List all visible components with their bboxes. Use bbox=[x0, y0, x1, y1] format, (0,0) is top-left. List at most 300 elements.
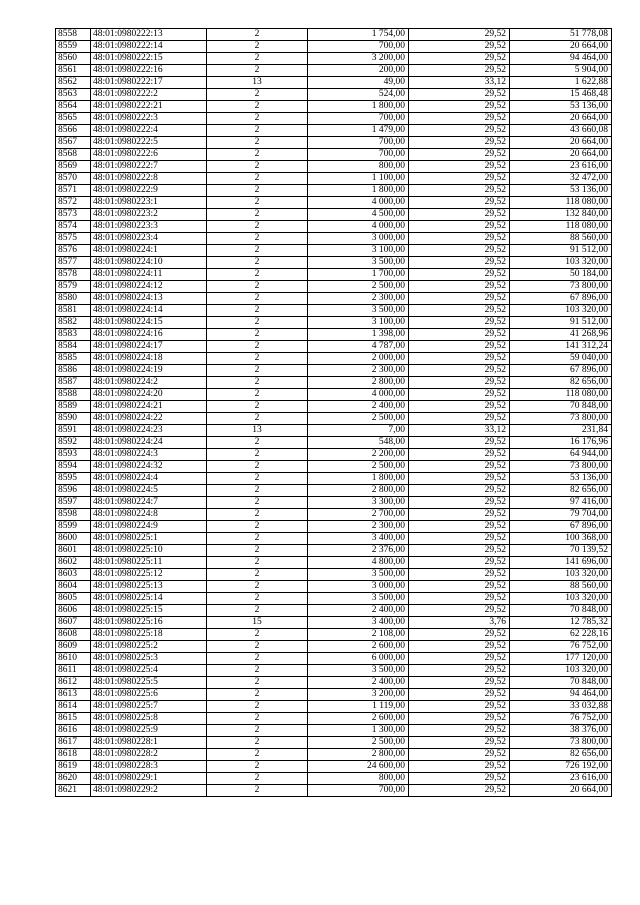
row-number: 8612 bbox=[56, 677, 91, 689]
cadastral-number: 48:01:0980224:21 bbox=[91, 401, 207, 413]
area-value: 700,00 bbox=[308, 137, 409, 149]
table-row bbox=[56, 89, 612, 101]
table-row bbox=[56, 665, 612, 677]
area-value: 524,00 bbox=[308, 89, 409, 101]
cadastral-number: 48:01:0980224:14 bbox=[91, 305, 207, 317]
area-value: 800,00 bbox=[308, 773, 409, 785]
cadastral-number: 48:01:0980222:7 bbox=[91, 161, 207, 173]
total-value: 73 800,00 bbox=[510, 413, 612, 425]
cadastral-number: 48:01:0980225:18 bbox=[91, 629, 207, 641]
category-code: 2 bbox=[207, 209, 308, 221]
area-value: 3 200,00 bbox=[308, 689, 409, 701]
table-row bbox=[56, 221, 612, 233]
table-row bbox=[56, 497, 612, 509]
area-value: 2 400,00 bbox=[308, 401, 409, 413]
cadastral-number: 48:01:0980222:17 bbox=[91, 77, 207, 89]
table-row bbox=[56, 689, 612, 701]
category-code: 2 bbox=[207, 29, 308, 41]
total-value: 67 896,00 bbox=[510, 521, 612, 533]
rate-value: 29,52 bbox=[409, 209, 510, 221]
total-value: 51 778,08 bbox=[510, 29, 612, 41]
total-value: 91 512,00 bbox=[510, 317, 612, 329]
row-number: 8572 bbox=[56, 197, 91, 209]
cadastral-number: 48:01:0980225:9 bbox=[91, 725, 207, 737]
rate-value: 29,52 bbox=[409, 653, 510, 665]
rate-value: 29,52 bbox=[409, 317, 510, 329]
cadastral-number: 48:01:0980222:15 bbox=[91, 53, 207, 65]
row-number: 8577 bbox=[56, 257, 91, 269]
area-value: 800,00 bbox=[308, 161, 409, 173]
rate-value: 29,52 bbox=[409, 509, 510, 521]
category-code: 2 bbox=[207, 581, 308, 593]
area-value: 3 500,00 bbox=[308, 569, 409, 581]
total-value: 91 512,00 bbox=[510, 245, 612, 257]
rate-value: 29,52 bbox=[409, 257, 510, 269]
row-number: 8586 bbox=[56, 365, 91, 377]
row-number: 8575 bbox=[56, 233, 91, 245]
rate-value: 29,52 bbox=[409, 329, 510, 341]
row-number: 8596 bbox=[56, 485, 91, 497]
total-value: 141 696,00 bbox=[510, 557, 612, 569]
area-value: 2 400,00 bbox=[308, 677, 409, 689]
category-code: 2 bbox=[207, 557, 308, 569]
rate-value: 29,52 bbox=[409, 761, 510, 773]
total-value: 53 136,00 bbox=[510, 473, 612, 485]
category-code: 2 bbox=[207, 413, 308, 425]
category-code: 2 bbox=[207, 269, 308, 281]
area-value: 2 500,00 bbox=[308, 737, 409, 749]
category-code: 2 bbox=[207, 41, 308, 53]
row-number: 8566 bbox=[56, 125, 91, 137]
cadastral-number: 48:01:0980222:14 bbox=[91, 41, 207, 53]
area-value: 1 800,00 bbox=[308, 473, 409, 485]
area-value: 2 600,00 bbox=[308, 713, 409, 725]
total-value: 726 192,00 bbox=[510, 761, 612, 773]
rate-value: 29,52 bbox=[409, 221, 510, 233]
area-value: 3 500,00 bbox=[308, 665, 409, 677]
cadastral-number: 48:01:0980224:4 bbox=[91, 473, 207, 485]
total-value: 20 664,00 bbox=[510, 113, 612, 125]
category-code: 2 bbox=[207, 101, 308, 113]
area-value: 4 000,00 bbox=[308, 197, 409, 209]
category-code: 2 bbox=[207, 401, 308, 413]
total-value: 118 080,00 bbox=[510, 389, 612, 401]
cadastral-number: 48:01:0980228:2 bbox=[91, 749, 207, 761]
row-number: 8594 bbox=[56, 461, 91, 473]
category-code: 15 bbox=[207, 617, 308, 629]
table-row bbox=[56, 341, 612, 353]
row-number: 8583 bbox=[56, 329, 91, 341]
category-code: 2 bbox=[207, 773, 308, 785]
row-number: 8597 bbox=[56, 497, 91, 509]
table-row bbox=[56, 785, 612, 797]
category-code: 2 bbox=[207, 245, 308, 257]
row-number: 8581 bbox=[56, 305, 91, 317]
table-row bbox=[56, 773, 612, 785]
rate-value: 29,52 bbox=[409, 545, 510, 557]
row-number: 8571 bbox=[56, 185, 91, 197]
cadastral-number: 48:01:0980229:2 bbox=[91, 785, 207, 797]
table-row bbox=[56, 353, 612, 365]
cadastral-number: 48:01:0980224:32 bbox=[91, 461, 207, 473]
cadastral-number: 48:01:0980224:7 bbox=[91, 497, 207, 509]
row-number: 8564 bbox=[56, 101, 91, 113]
category-code: 2 bbox=[207, 485, 308, 497]
rate-value: 29,52 bbox=[409, 521, 510, 533]
total-value: 70 848,00 bbox=[510, 401, 612, 413]
total-value: 103 320,00 bbox=[510, 665, 612, 677]
category-code: 2 bbox=[207, 173, 308, 185]
row-number: 8565 bbox=[56, 113, 91, 125]
area-value: 4 787,00 bbox=[308, 341, 409, 353]
category-code: 2 bbox=[207, 497, 308, 509]
table-row bbox=[56, 641, 612, 653]
area-value: 4 000,00 bbox=[308, 221, 409, 233]
table-row bbox=[56, 113, 612, 125]
row-number: 8611 bbox=[56, 665, 91, 677]
row-number: 8615 bbox=[56, 713, 91, 725]
category-code: 2 bbox=[207, 281, 308, 293]
cadastral-number: 48:01:0980224:15 bbox=[91, 317, 207, 329]
row-number: 8569 bbox=[56, 161, 91, 173]
area-value: 2 108,00 bbox=[308, 629, 409, 641]
rate-value: 29,52 bbox=[409, 269, 510, 281]
table-row bbox=[56, 545, 612, 557]
rate-value: 29,52 bbox=[409, 473, 510, 485]
table-row bbox=[56, 761, 612, 773]
area-value: 2 500,00 bbox=[308, 413, 409, 425]
category-code: 2 bbox=[207, 677, 308, 689]
row-number: 8570 bbox=[56, 173, 91, 185]
category-code: 2 bbox=[207, 605, 308, 617]
cadastral-number: 48:01:0980225:13 bbox=[91, 581, 207, 593]
table-row bbox=[56, 365, 612, 377]
cadastral-number: 48:01:0980224:20 bbox=[91, 389, 207, 401]
row-number: 8589 bbox=[56, 401, 91, 413]
area-value: 1 398,00 bbox=[308, 329, 409, 341]
table-row bbox=[56, 449, 612, 461]
table-row bbox=[56, 149, 612, 161]
total-value: 1 622,88 bbox=[510, 77, 612, 89]
area-value: 4 000,00 bbox=[308, 389, 409, 401]
row-number: 8616 bbox=[56, 725, 91, 737]
table-row bbox=[56, 281, 612, 293]
rate-value: 29,52 bbox=[409, 701, 510, 713]
total-value: 100 368,00 bbox=[510, 533, 612, 545]
total-value: 88 560,00 bbox=[510, 581, 612, 593]
table-row bbox=[56, 605, 612, 617]
row-number: 8567 bbox=[56, 137, 91, 149]
category-code: 2 bbox=[207, 725, 308, 737]
category-code: 2 bbox=[207, 665, 308, 677]
total-value: 64 944,00 bbox=[510, 449, 612, 461]
cadastral-number: 48:01:0980222:3 bbox=[91, 113, 207, 125]
total-value: 73 800,00 bbox=[510, 737, 612, 749]
area-value: 700,00 bbox=[308, 149, 409, 161]
total-value: 70 139,52 bbox=[510, 545, 612, 557]
total-value: 16 176,96 bbox=[510, 437, 612, 449]
area-value: 2 600,00 bbox=[308, 641, 409, 653]
rate-value: 29,52 bbox=[409, 365, 510, 377]
total-value: 67 896,00 bbox=[510, 293, 612, 305]
cadastral-number: 48:01:0980224:22 bbox=[91, 413, 207, 425]
row-number: 8614 bbox=[56, 701, 91, 713]
cadastral-number: 48:01:0980222:5 bbox=[91, 137, 207, 149]
total-value: 103 320,00 bbox=[510, 569, 612, 581]
total-value: 41 268,96 bbox=[510, 329, 612, 341]
table-row bbox=[56, 677, 612, 689]
row-number: 8610 bbox=[56, 653, 91, 665]
rate-value: 29,52 bbox=[409, 137, 510, 149]
area-value: 7,00 bbox=[308, 425, 409, 437]
total-value: 82 656,00 bbox=[510, 485, 612, 497]
area-value: 49,00 bbox=[308, 77, 409, 89]
total-value: 23 616,00 bbox=[510, 773, 612, 785]
total-value: 67 896,00 bbox=[510, 365, 612, 377]
cadastral-number: 48:01:0980229:1 bbox=[91, 773, 207, 785]
table-row bbox=[56, 533, 612, 545]
area-value: 700,00 bbox=[308, 113, 409, 125]
cadastral-number: 48:01:0980222:9 bbox=[91, 185, 207, 197]
cadastral-number: 48:01:0980225:14 bbox=[91, 593, 207, 605]
category-code: 2 bbox=[207, 125, 308, 137]
category-code: 2 bbox=[207, 701, 308, 713]
rate-value: 29,52 bbox=[409, 161, 510, 173]
row-number: 8585 bbox=[56, 353, 91, 365]
table-row bbox=[56, 557, 612, 569]
table-row bbox=[56, 713, 612, 725]
table-row bbox=[56, 137, 612, 149]
category-code: 2 bbox=[207, 389, 308, 401]
cadastral-number: 48:01:0980224:9 bbox=[91, 521, 207, 533]
row-number: 8618 bbox=[56, 749, 91, 761]
row-number: 8561 bbox=[56, 65, 91, 77]
cadastral-number: 48:01:0980225:6 bbox=[91, 689, 207, 701]
rate-value: 29,52 bbox=[409, 461, 510, 473]
rate-value: 29,52 bbox=[409, 581, 510, 593]
row-number: 8559 bbox=[56, 41, 91, 53]
row-number: 8595 bbox=[56, 473, 91, 485]
total-value: 53 136,00 bbox=[510, 101, 612, 113]
rate-value: 29,52 bbox=[409, 281, 510, 293]
table-row bbox=[56, 185, 612, 197]
category-code: 2 bbox=[207, 293, 308, 305]
total-value: 88 560,00 bbox=[510, 233, 612, 245]
rate-value: 29,52 bbox=[409, 29, 510, 41]
total-value: 62 228,16 bbox=[510, 629, 612, 641]
rate-value: 29,52 bbox=[409, 401, 510, 413]
category-code: 2 bbox=[207, 713, 308, 725]
rate-value: 29,52 bbox=[409, 737, 510, 749]
category-code: 2 bbox=[207, 449, 308, 461]
cadastral-number: 48:01:0980224:19 bbox=[91, 365, 207, 377]
row-number: 8576 bbox=[56, 245, 91, 257]
area-value: 2 800,00 bbox=[308, 749, 409, 761]
rate-value: 29,52 bbox=[409, 569, 510, 581]
table-row bbox=[56, 389, 612, 401]
rate-value: 29,52 bbox=[409, 245, 510, 257]
area-value: 3 100,00 bbox=[308, 245, 409, 257]
cadastral-number: 48:01:0980223:2 bbox=[91, 209, 207, 221]
category-code: 2 bbox=[207, 137, 308, 149]
total-value: 118 080,00 bbox=[510, 197, 612, 209]
table-body bbox=[56, 29, 612, 797]
area-value: 2 500,00 bbox=[308, 461, 409, 473]
category-code: 2 bbox=[207, 737, 308, 749]
area-value: 3 100,00 bbox=[308, 317, 409, 329]
row-number: 8587 bbox=[56, 377, 91, 389]
cadastral-number: 48:01:0980225:11 bbox=[91, 557, 207, 569]
area-value: 3 500,00 bbox=[308, 257, 409, 269]
rate-value: 29,52 bbox=[409, 665, 510, 677]
cadastral-number: 48:01:0980225:7 bbox=[91, 701, 207, 713]
category-code: 2 bbox=[207, 353, 308, 365]
rate-value: 29,52 bbox=[409, 449, 510, 461]
total-value: 177 120,00 bbox=[510, 653, 612, 665]
table-row bbox=[56, 629, 612, 641]
cadastral-number: 48:01:0980224:24 bbox=[91, 437, 207, 449]
rate-value: 29,52 bbox=[409, 629, 510, 641]
rate-value: 29,52 bbox=[409, 389, 510, 401]
total-value: 20 664,00 bbox=[510, 149, 612, 161]
rate-value: 29,52 bbox=[409, 65, 510, 77]
total-value: 20 664,00 bbox=[510, 41, 612, 53]
rate-value: 29,52 bbox=[409, 185, 510, 197]
cadastral-number: 48:01:0980222:8 bbox=[91, 173, 207, 185]
table-row bbox=[56, 593, 612, 605]
category-code: 2 bbox=[207, 89, 308, 101]
table-row bbox=[56, 653, 612, 665]
cadastral-number: 48:01:0980224:5 bbox=[91, 485, 207, 497]
rate-value: 29,52 bbox=[409, 713, 510, 725]
area-value: 24 600,00 bbox=[308, 761, 409, 773]
rate-value: 29,52 bbox=[409, 305, 510, 317]
table-row bbox=[56, 197, 612, 209]
cadastral-number: 48:01:0980225:2 bbox=[91, 641, 207, 653]
cadastral-number: 48:01:0980225:12 bbox=[91, 569, 207, 581]
category-code: 2 bbox=[207, 509, 308, 521]
rate-value: 29,52 bbox=[409, 677, 510, 689]
row-number: 8560 bbox=[56, 53, 91, 65]
area-value: 1 479,00 bbox=[308, 125, 409, 137]
area-value: 2 300,00 bbox=[308, 293, 409, 305]
total-value: 5 904,00 bbox=[510, 65, 612, 77]
cadastral-number: 48:01:0980224:23 bbox=[91, 425, 207, 437]
area-value: 3 000,00 bbox=[308, 233, 409, 245]
category-code: 2 bbox=[207, 233, 308, 245]
category-code: 2 bbox=[207, 329, 308, 341]
rate-value: 29,52 bbox=[409, 101, 510, 113]
row-number: 8608 bbox=[56, 629, 91, 641]
cadastral-number: 48:01:0980228:1 bbox=[91, 737, 207, 749]
row-number: 8592 bbox=[56, 437, 91, 449]
total-value: 50 184,00 bbox=[510, 269, 612, 281]
row-number: 8602 bbox=[56, 557, 91, 569]
total-value: 20 664,00 bbox=[510, 137, 612, 149]
area-value: 3 400,00 bbox=[308, 533, 409, 545]
row-number: 8617 bbox=[56, 737, 91, 749]
cadastral-number: 48:01:0980225:16 bbox=[91, 617, 207, 629]
table-row bbox=[56, 53, 612, 65]
table-row bbox=[56, 485, 612, 497]
category-code: 2 bbox=[207, 317, 308, 329]
category-code: 2 bbox=[207, 305, 308, 317]
area-value: 1 700,00 bbox=[308, 269, 409, 281]
cadastral-number: 48:01:0980225:15 bbox=[91, 605, 207, 617]
table-row bbox=[56, 521, 612, 533]
total-value: 73 800,00 bbox=[510, 281, 612, 293]
area-value: 6 000,00 bbox=[308, 653, 409, 665]
total-value: 231,84 bbox=[510, 425, 612, 437]
category-code: 13 bbox=[207, 425, 308, 437]
area-value: 3 000,00 bbox=[308, 581, 409, 593]
area-value: 3 500,00 bbox=[308, 593, 409, 605]
rate-value: 29,52 bbox=[409, 113, 510, 125]
total-value: 70 848,00 bbox=[510, 677, 612, 689]
category-code: 2 bbox=[207, 569, 308, 581]
row-number: 8579 bbox=[56, 281, 91, 293]
rate-value: 29,52 bbox=[409, 485, 510, 497]
total-value: 15 468,48 bbox=[510, 89, 612, 101]
table-row bbox=[56, 245, 612, 257]
category-code: 2 bbox=[207, 593, 308, 605]
area-value: 2 700,00 bbox=[308, 509, 409, 521]
table-row bbox=[56, 233, 612, 245]
table-row bbox=[56, 161, 612, 173]
total-value: 82 656,00 bbox=[510, 377, 612, 389]
total-value: 70 848,00 bbox=[510, 605, 612, 617]
table-row bbox=[56, 413, 612, 425]
rate-value: 29,52 bbox=[409, 293, 510, 305]
table-row bbox=[56, 737, 612, 749]
row-number: 8578 bbox=[56, 269, 91, 281]
cadastral-number: 48:01:0980224:1 bbox=[91, 245, 207, 257]
data-table bbox=[55, 28, 612, 797]
cadastral-number: 48:01:0980224:16 bbox=[91, 329, 207, 341]
rate-value: 33,12 bbox=[409, 77, 510, 89]
row-number: 8593 bbox=[56, 449, 91, 461]
rate-value: 29,52 bbox=[409, 41, 510, 53]
category-code: 2 bbox=[207, 641, 308, 653]
area-value: 200,00 bbox=[308, 65, 409, 77]
cadastral-number: 48:01:0980225:1 bbox=[91, 533, 207, 545]
cadastral-number: 48:01:0980225:3 bbox=[91, 653, 207, 665]
row-number: 8582 bbox=[56, 317, 91, 329]
rate-value: 29,52 bbox=[409, 773, 510, 785]
area-value: 548,00 bbox=[308, 437, 409, 449]
total-value: 53 136,00 bbox=[510, 185, 612, 197]
cadastral-number: 48:01:0980222:6 bbox=[91, 149, 207, 161]
row-number: 8562 bbox=[56, 77, 91, 89]
row-number: 8601 bbox=[56, 545, 91, 557]
category-code: 2 bbox=[207, 257, 308, 269]
table-row bbox=[56, 317, 612, 329]
area-value: 2 000,00 bbox=[308, 353, 409, 365]
row-number: 8574 bbox=[56, 221, 91, 233]
rate-value: 29,52 bbox=[409, 377, 510, 389]
rate-value: 29,52 bbox=[409, 725, 510, 737]
category-code: 2 bbox=[207, 533, 308, 545]
cadastral-number: 48:01:0980222:13 bbox=[91, 29, 207, 41]
cadastral-number: 48:01:0980224:12 bbox=[91, 281, 207, 293]
area-value: 2 400,00 bbox=[308, 605, 409, 617]
category-code: 2 bbox=[207, 53, 308, 65]
cadastral-number: 48:01:0980222:2 bbox=[91, 89, 207, 101]
table-row bbox=[56, 569, 612, 581]
table-row bbox=[56, 41, 612, 53]
row-number: 8580 bbox=[56, 293, 91, 305]
total-value: 23 616,00 bbox=[510, 161, 612, 173]
